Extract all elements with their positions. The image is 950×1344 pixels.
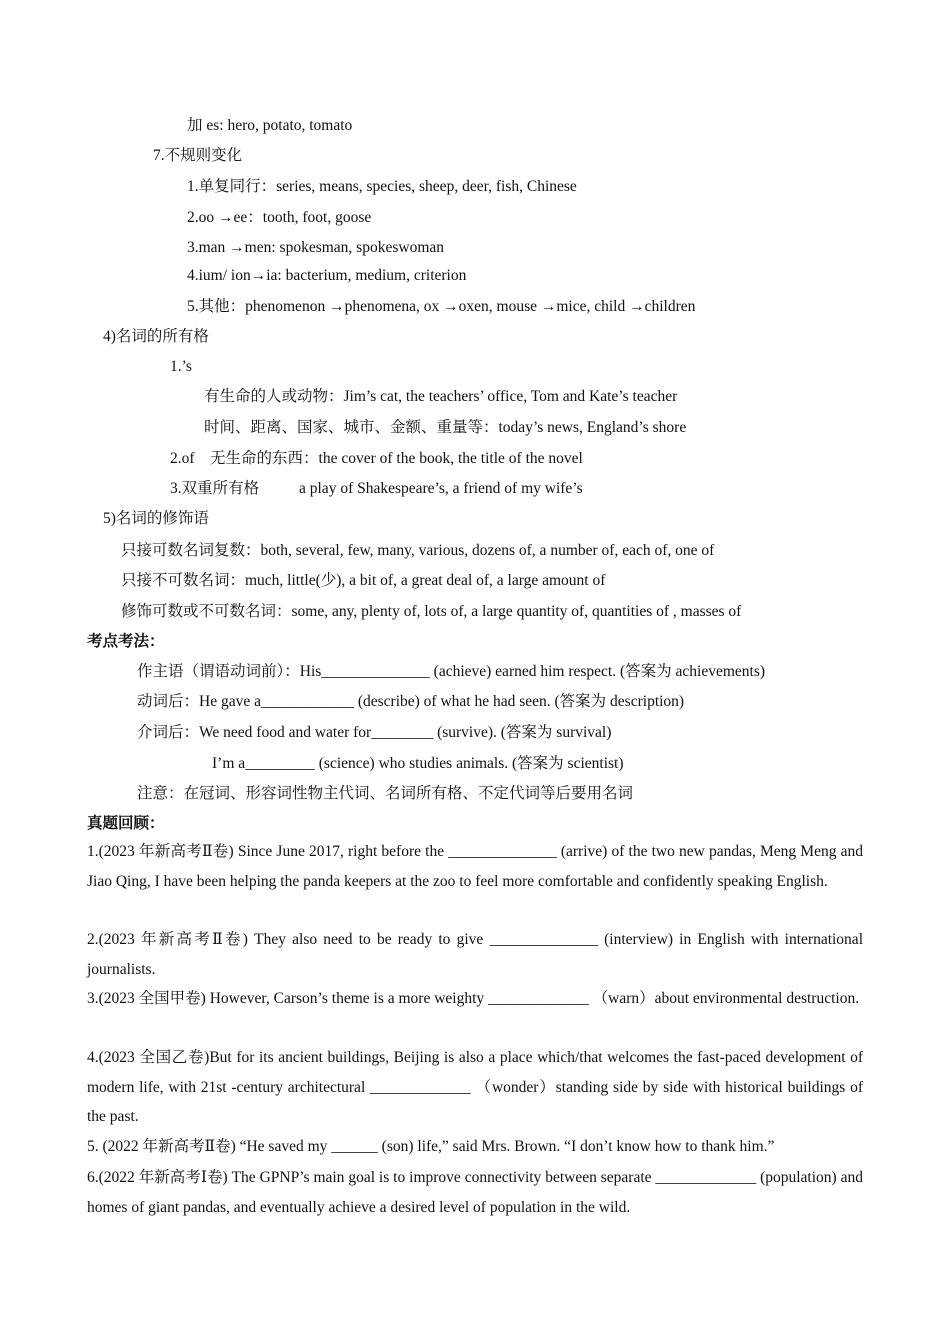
irregular-item: 3.man →men: spokesman, spokeswoman (187, 239, 445, 256)
irregular-title: 7.不规则变化 (153, 147, 243, 164)
testing-item: 介词后：We need food and water for________ (survive). (答案为 survival) (137, 724, 612, 741)
review-question: 4.(2023 全国乙卷)But for its ancient buildings, Beijing is also a place which/that welcomes the fast-paced development of modern life, with 21st -century architectural _____________ （wonder）standing side by side with historical buildings of the past. (87, 1049, 863, 1125)
possessive-title: 4)名词的所有格 (103, 328, 209, 345)
irregular-item: 4.ium/ ion→ia: bacterium, medium, criterion (187, 267, 467, 284)
testing-item: 动词后：He gave a____________ (describe) of what he had seen. (答案为 description) (137, 693, 685, 710)
possessive-double-label: 3.双重所有格 (170, 480, 260, 497)
irregular-item: 2.oo →ee：tooth, foot, goose (187, 209, 372, 226)
review-question: 6.(2022 年新高考Ⅰ卷) The GPNP’s main goal is to improve connectivity between separate _____________ (population) and homes of giant pandas, and eventually achieve a desired level of population in the wild. (87, 1169, 863, 1216)
modifier-item: 修饰可数或不可数名词：some, any, plenty of, lots of, a large quantity of, quantities of , masses of (121, 603, 742, 620)
review-question: 3.(2023 全国甲卷) However, Carson’s theme is a more weighty _____________ （warn）about environmental destruction. (87, 990, 860, 1007)
modifier-item: 只接可数名词复数：both, several, few, many, various, dozens of, a number of, each of, one of (121, 542, 715, 559)
possessive-s-time: 时间、距离、国家、城市、金额、重量等：today’s news, England’s shore (204, 419, 687, 436)
modifiers-title: 5)名词的修饰语 (103, 510, 209, 527)
irregular-es-line: 加 es: hero, potato, tomato (187, 117, 353, 134)
testing-item: 作主语（谓语动词前）：His______________ (achieve) earned him respect. (答案为 achievements) (137, 663, 766, 680)
irregular-item: 5.其他：phenomenon →phenomena, ox →oxen, mouse →mice, child →children (187, 298, 696, 315)
testing-item: I’m a_________ (science) who studies animals. (答案为 scientist) (212, 755, 624, 772)
possessive-of-line: 2.of 无生命的东西：the cover of the book, the title of the novel (170, 450, 583, 467)
possessive-double-example: a play of Shakespeare’s, a friend of my wife’s (299, 480, 583, 497)
modifier-item: 只接不可数名词：much, little(少), a bit of, a great deal of, a large amount of (121, 572, 606, 589)
possessive-s-animate: 有生命的人或动物：Jim’s cat, the teachers’ office, Tom and Kate’s teacher (204, 388, 678, 405)
review-question: 5. (2022 年新高考Ⅱ卷) “He saved my ______ (son) life,” said Mrs. Brown. “I don’t know how to thank him.” (87, 1138, 775, 1155)
review-question: 2.(2023 年新高考Ⅱ卷) They also need to be ready to give ______________ (interview) in English with international journalists. (87, 931, 863, 978)
testing-title: 考点考法： (87, 633, 165, 650)
review-title: 真题回顾： (87, 815, 165, 832)
irregular-item: 1.单复同行：series, means, species, sheep, deer, fish, Chinese (187, 178, 577, 195)
review-question: 1.(2023 年新高考Ⅱ卷) Since June 2017, right before the ______________ (arrive) of the two new pandas, Meng Meng and Jiao Qing, I have been helping the panda keepers at the zoo to feel more comfortable and confidently speaking English. (87, 843, 863, 890)
testing-note: 注意：在冠词、形容词性物主代词、名词所有格、不定代词等后要用名词 (137, 785, 634, 802)
possessive-s-label: 1.’s (170, 358, 192, 375)
